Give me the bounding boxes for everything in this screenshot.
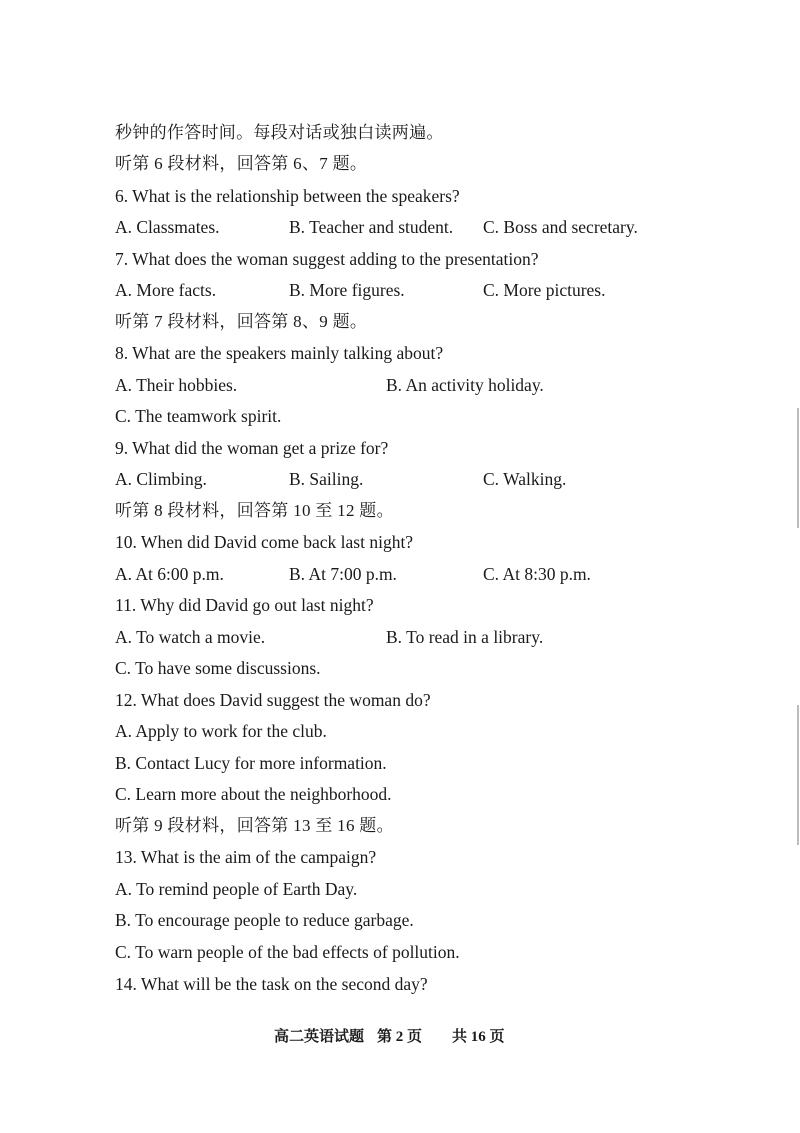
question-7-option-c: C. More pictures.	[483, 280, 606, 300]
question-12-option-b: B. Contact Lucy for more information.	[115, 753, 387, 773]
question-12-option-c: C. Learn more about the neighborhood.	[115, 784, 392, 804]
section-heading-7: 听第 7 段材料，回答第 8、9 题。	[115, 312, 368, 331]
question-7-option-b: B. More figures.	[289, 280, 405, 300]
question-12-option-a: A. Apply to work for the club.	[115, 721, 327, 741]
scan-edge-mark	[797, 408, 799, 528]
question-9-option-b: B. Sailing.	[289, 469, 364, 489]
scan-edge-mark	[797, 705, 799, 845]
question-11: 11. Why did David go out last night?	[115, 595, 374, 615]
question-7: 7. What does the woman suggest adding to the presentation?	[115, 249, 539, 269]
question-10-option-a: A. At 6:00 p.m.	[115, 564, 224, 584]
question-13-option-a: A. To remind people of Earth Day.	[115, 879, 358, 899]
question-14: 14. What will be the task on the second day?	[115, 974, 428, 994]
question-8-option-b: B. An activity holiday.	[386, 375, 544, 395]
question-9: 9. What did the woman get a prize for?	[115, 438, 389, 458]
question-9-option-a: A. Climbing.	[115, 469, 207, 489]
question-6-option-c: C. Boss and secretary.	[483, 217, 638, 237]
question-8-option-c: C. The teamwork spirit.	[115, 406, 282, 426]
question-13-option-b: B. To encourage people to reduce garbage.	[115, 910, 414, 930]
question-11-option-c: C. To have some discussions.	[115, 658, 321, 678]
question-13-option-c: C. To warn people of the bad effects of pollution.	[115, 942, 460, 962]
instruction-text: 秒钟的作答时间。每段对话或独白读两遍。	[115, 123, 444, 142]
question-12: 12. What does David suggest the woman do?	[115, 690, 431, 710]
question-8: 8. What are the speakers mainly talking about?	[115, 343, 444, 363]
question-6: 6. What is the relationship between the speakers?	[115, 186, 460, 206]
question-9-option-c: C. Walking.	[483, 469, 567, 489]
question-10: 10. When did David come back last night?	[115, 532, 414, 552]
section-heading-9: 听第 9 段材料，回答第 13 至 16 题。	[115, 816, 394, 835]
question-13: 13. What is the aim of the campaign?	[115, 847, 377, 867]
question-11-option-b: B. To read in a library.	[386, 627, 544, 647]
question-10-option-b: B. At 7:00 p.m.	[289, 564, 397, 584]
footer-total-pages: 共 16 页	[452, 1029, 505, 1045]
question-7-option-a: A. More facts.	[115, 280, 217, 300]
section-heading-6: 听第 6 段材料，回答第 6、7 题。	[115, 154, 368, 173]
section-heading-8: 听第 8 段材料，回答第 10 至 12 题。	[115, 501, 394, 520]
question-8-option-a: A. Their hobbies.	[115, 375, 238, 395]
question-10-option-c: C. At 8:30 p.m.	[483, 564, 591, 584]
question-6-option-a: A. Classmates.	[115, 217, 220, 237]
question-6-option-b: B. Teacher and student.	[289, 217, 454, 237]
footer-subject: 高二英语试题	[274, 1029, 365, 1045]
footer-page-number: 第 2 页	[377, 1029, 423, 1045]
question-11-option-a: A. To watch a movie.	[115, 627, 266, 647]
